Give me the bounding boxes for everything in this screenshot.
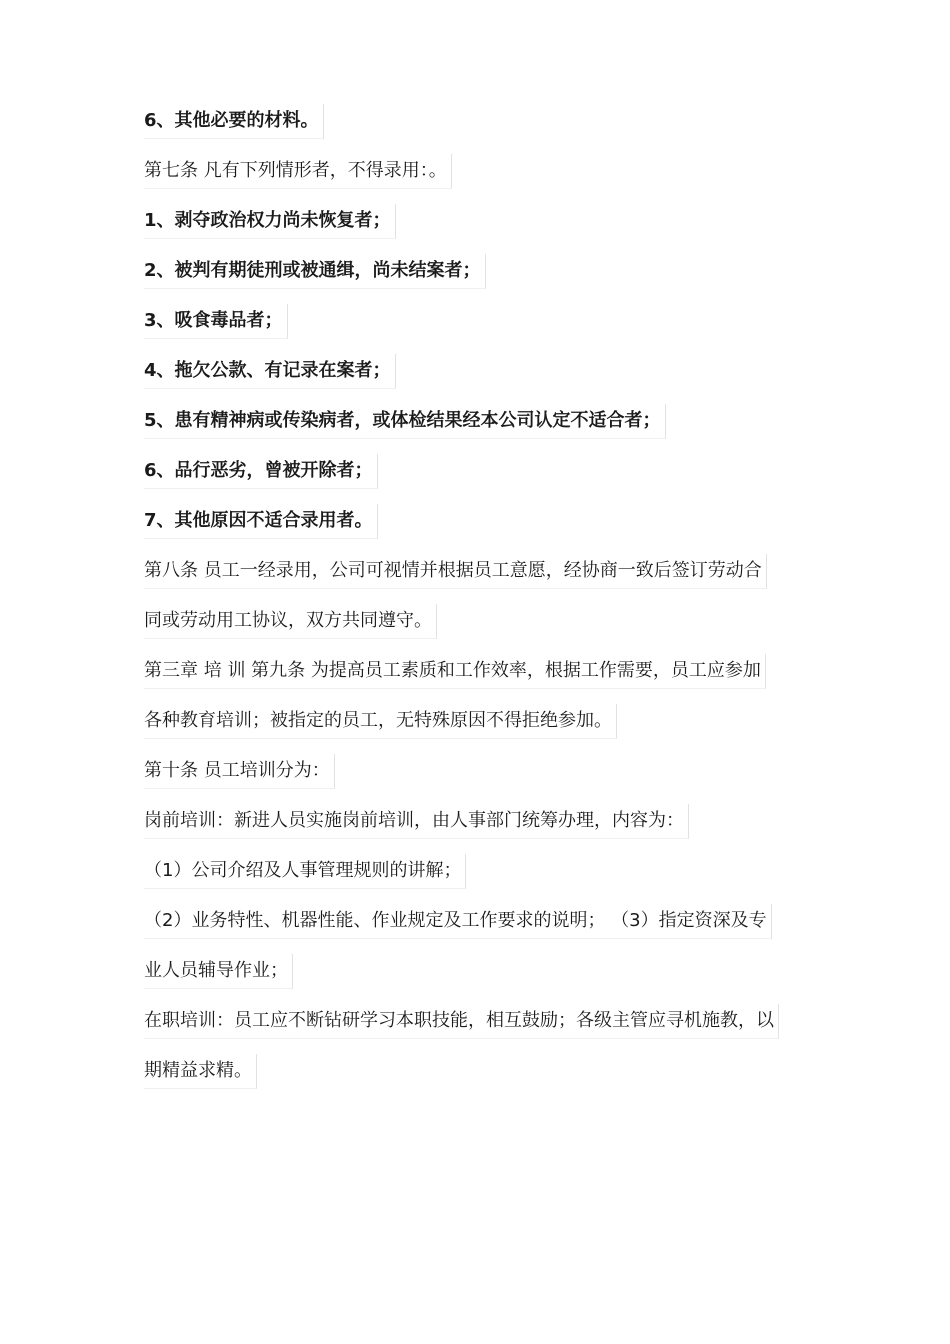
text-line: 第三章 培 训 第九条 为提高员工素质和工作效率，根据工作需要，员工应参加	[144, 650, 824, 700]
text-line: 3、吸食毒品者；	[144, 300, 824, 350]
text-line: 5、患有精神病或传染病者，或体检结果经本公司认定不适合者；	[144, 400, 824, 450]
text-line: 第八条 员工一经录用，公司可视情并根据员工意愿，经协商一致后签订劳动合	[144, 550, 824, 600]
text-line: 各种教育培训；被指定的员工，无特殊原因不得拒绝参加。	[144, 700, 824, 750]
text-line: 业人员辅导作业；	[144, 950, 824, 1000]
text-line: 6、品行恶劣，曾被开除者；	[144, 450, 824, 500]
text-line: 同或劳动用工协议，双方共同遵守。	[144, 600, 824, 650]
text-line: 岗前培训：新进人员实施岗前培训，由人事部门统筹办理，内容为：	[144, 800, 824, 850]
text-line: 6、其他必要的材料。	[144, 100, 824, 150]
text-line: 2、被判有期徒刑或被通缉，尚未结案者；	[144, 250, 824, 300]
text-line: 第七条 凡有下列情形者，不得录用：。	[144, 150, 824, 200]
text-line: 第十条 员工培训分为：	[144, 750, 824, 800]
text-line: 期精益求精。	[144, 1050, 824, 1100]
text-line: （1）公司介绍及人事管理规则的讲解；	[144, 850, 824, 900]
text-line: 1、剥夺政治权力尚未恢复者；	[144, 200, 824, 250]
text-line: 7、其他原因不适合录用者。	[144, 500, 824, 550]
document-body	[144, 100, 824, 1100]
text-line: 在职培训：员工应不断钻研学习本职技能，相互鼓励；各级主管应寻机施教，以	[144, 1000, 824, 1050]
text-line: 4、拖欠公款、有记录在案者；	[144, 350, 824, 400]
text-line: （2）业务特性、机器性能、作业规定及工作要求的说明； （3）指定资深及专	[144, 900, 824, 950]
